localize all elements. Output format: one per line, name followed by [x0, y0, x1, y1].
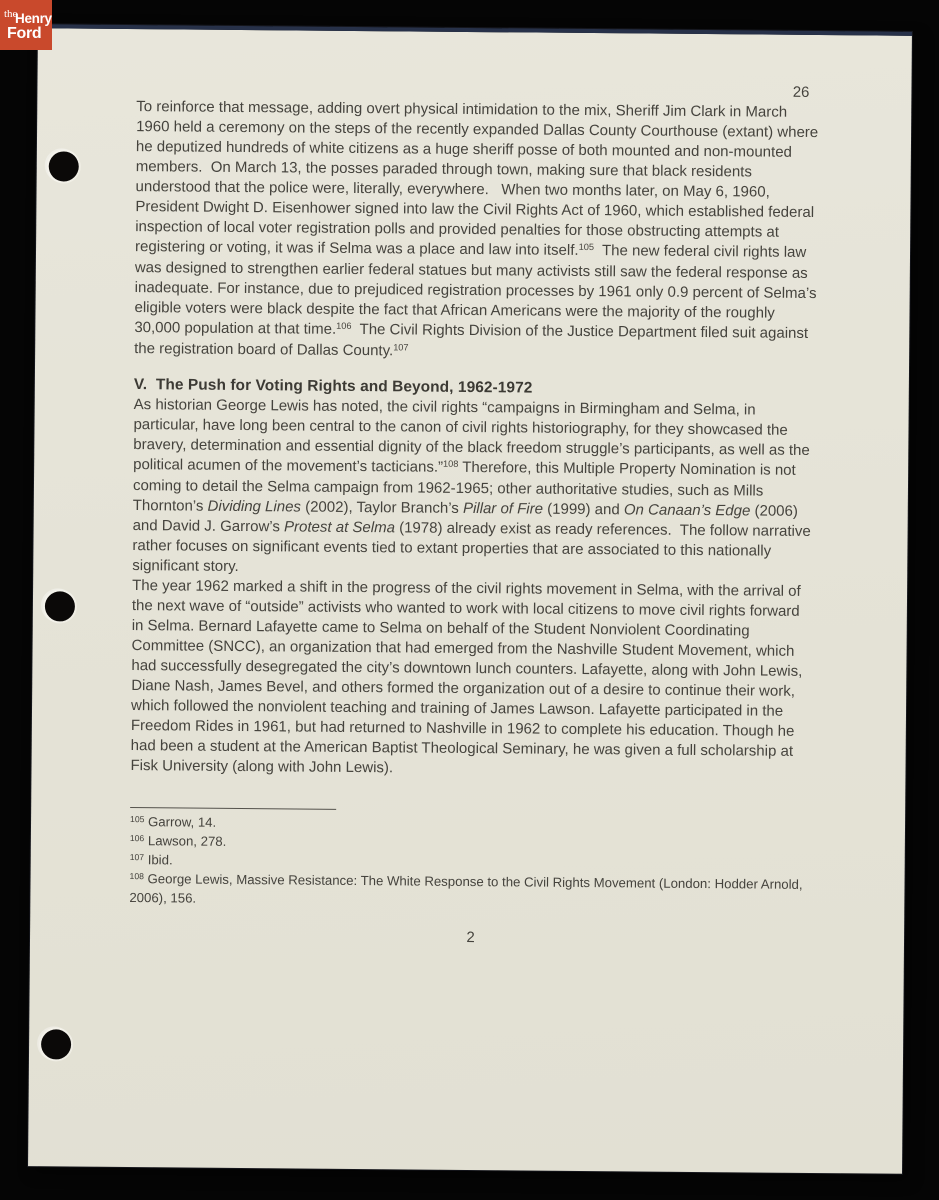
logo-word-ford: Ford [7, 25, 42, 42]
footnote-number: 108 [129, 871, 144, 882]
footnote [129, 870, 812, 913]
footnote-text: Garrow, 14. [147, 814, 217, 830]
hole-punch [41, 1029, 71, 1059]
page-number-top: 26 [792, 83, 810, 101]
body-paragraph: As historian George Lewis has noted, the civil rights “campaigns in Birmingham and Selma, in particular, have long been central to the canon of civil rights historiography, for they showcased the bravery, determination and essential dignity of the black freedom struggle’s participants, as well as the political acumen of the movement’s tacticians.”$^{108}$ Therefore, this Multiple Property Nomination is not coming to detail the Selma campaign from 1962-1965; other authoritative studies, such as Mills Thornton’s Dividing Lines (2002), Taylor Branch’s Pillar of Fire (1999) and On Canaan’s Edge (2006) and David J. Garrow’s Protest at Selma (1978) already exist as ready references. The follow narrative rather focuses on significant events tied to extant properties that are associated to this nationally significant story. [132, 396, 815, 575]
footnotes-block [129, 807, 813, 913]
footnote-number: 107 [129, 852, 145, 863]
section-heading: V. The Push for Voting Rights and Beyond, 1962-1972 [133, 376, 533, 397]
page-number-bottom: 2 [466, 928, 475, 947]
body-paragraph: To reinforce that message, adding overt physical intimidation to the mix, Sheriff Jim Clark in March 1960 held a ceremony on the steps of the recently expanded Dallas County Courthouse (extant) where he deputized hundreds of white citizens as a huge sheriff posse of both mounted and non-mounted members. On March 13, the posses paraded through town, making sure that black residents understood that the police were, literally, everywhere. When two months later, on May 6, 1960, President Dwight D. Eisenhower signed into law the Civil Rights Act of 1960, which established federal inspection of local voter registration polls and provided penalties for those obstructing attempts at registering or voting, it was if Selma was a place and law into itself.$^{105}$ The new federal civil rights law was designed to strengthen earlier federal statues but many activists still saw the federal response as inadequate. For instance, due to prejudiced registration processes by 1961 only 0.9 percent of Selma’s eligible voters were black despite the fact that African Americans were the majority of the roughly 30,000 population at that time.$^{106}$ The Civil Rights Division of the Justice Department filed suit against the registration board of Dallas County.$^{107}$ [134, 98, 823, 360]
hole-punch [49, 151, 79, 181]
henry-ford-logo [0, 0, 52, 50]
footnote-text: George Lewis, Massive Resistance: The White Response to the Civil Rights Movement (London: Hodder Arnold, 2006), 156. [129, 871, 807, 906]
logo-word-the: the [4, 8, 18, 20]
body-paragraph: The year 1962 marked a shift in the progress of the civil rights movement in Selma, with the arrival of the next wave of “outside” activists who wanted to work with local citizens to move civil rights forward in Selma. Bernard Lafayette came to Selma on behalf of the Student Nonviolent Coordinating Committee (SNCC), an organization that had emerged from the Nashville Student Movement, which had successfully desegregated the city’s downtown lunch counters. Lafayette, along with John Lewis, Diane Nash, James Bevel, and others formed the organization out of a desire to continue their work, which followed the nonviolent teaching and training of James Lawson. Lafayette participated in the Freedom Rides in 1961, but had returned to Nashville in 1962 to complete his education. Though he had been a student at the American Baptist Theological Seminary, he was given a full scholarship at Fisk University (along with John Lewis). [130, 577, 807, 777]
footnote-number: 105 [130, 814, 145, 825]
logo-word-henry: Henry [15, 11, 52, 26]
hole-punch [45, 591, 75, 621]
footnote-number: 106 [129, 833, 145, 844]
footnote-text: Lawson, 278. [147, 833, 227, 849]
footnote-separator [130, 807, 336, 810]
page-content [30, 28, 912, 952]
document-page [28, 24, 912, 1174]
footnote-text: Ibid. [147, 852, 173, 868]
